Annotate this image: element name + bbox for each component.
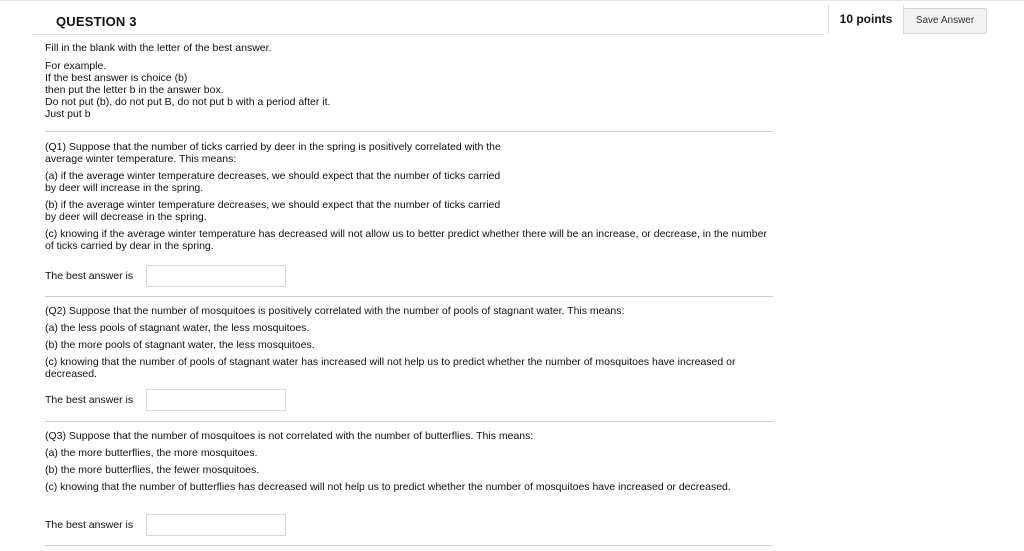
answer-option: (b) the more butterflies, the fewer mosquitoes. xyxy=(45,464,260,476)
question-block-q2 xyxy=(45,305,773,385)
answer-option: (b) the more pools of stagnant water, the less mosquitoes. xyxy=(45,339,315,351)
instructions xyxy=(45,42,773,120)
answer-option: (a) the more butterflies, the more mosquitoes. xyxy=(45,447,258,459)
section-divider xyxy=(45,296,773,297)
question-title: QUESTION 3 xyxy=(56,14,137,29)
instruction-line: Fill in the blank with the letter of the best answer. xyxy=(45,42,272,54)
question-block-q3 xyxy=(45,430,773,498)
save-answer-button[interactable]: Save Answer xyxy=(903,8,987,34)
answer-option: (c) knowing if the average winter temperature has decreased will not allow us to better predict whether there will be an increase, or decrease, in the number of ticks carried by dear in the spring. xyxy=(45,228,767,252)
answer-label: The best answer is xyxy=(45,270,134,282)
question-prompt: (Q2) Suppose that the number of mosquitoes is positively correlated with the number of pools of stagnant water. This means: xyxy=(45,305,625,317)
question-block-q1 xyxy=(45,141,773,257)
answer-input-q2[interactable] xyxy=(146,389,286,411)
points-value: 10 points xyxy=(828,4,904,34)
answer-option: (c) knowing that the number of butterflies has decreased will not help us to predict whether the number of mosquitoes have increased or decreased. xyxy=(45,481,731,493)
answer-option: (b) if the average winter temperature decreases, we should expect that the number of ticks carried by deer will decrease in the spring. xyxy=(45,199,501,223)
answer-label: The best answer is xyxy=(45,519,134,531)
answer-input-q1[interactable] xyxy=(146,265,286,287)
top-divider xyxy=(0,0,1024,1)
instruction-line: For example. xyxy=(45,60,107,72)
section-divider xyxy=(45,131,773,132)
answer-option: (a) if the average winter temperature decreases, we should expect that the number of ticks carried by deer will increase in the spring. xyxy=(45,170,501,194)
question-header xyxy=(32,4,824,35)
section-divider xyxy=(45,421,773,422)
section-divider xyxy=(45,545,773,546)
answer-label: The best answer is xyxy=(45,394,134,406)
answer-option: (c) knowing that the number of pools of stagnant water has increased will not help us to predict whether the number of mosquitoes have increased or decreased. xyxy=(45,356,736,380)
instruction-line: Do not put (b), do not put B, do not put b with a period after it. xyxy=(45,96,331,108)
instruction-line: then put the letter b in the answer box. xyxy=(45,84,224,96)
answer-input-q3[interactable] xyxy=(146,514,286,536)
instruction-line: Just put b xyxy=(45,108,91,120)
instruction-line: If the best answer is choice (b) xyxy=(45,72,188,84)
question-prompt: (Q1) Suppose that the number of ticks carried by deer in the spring is positively correlated with the average winter temperature. This means: xyxy=(45,141,501,165)
answer-option: (a) the less pools of stagnant water, the less mosquitoes. xyxy=(45,322,310,334)
question-prompt: (Q3) Suppose that the number of mosquitoes is not correlated with the number of butterflies. This means: xyxy=(45,430,534,442)
